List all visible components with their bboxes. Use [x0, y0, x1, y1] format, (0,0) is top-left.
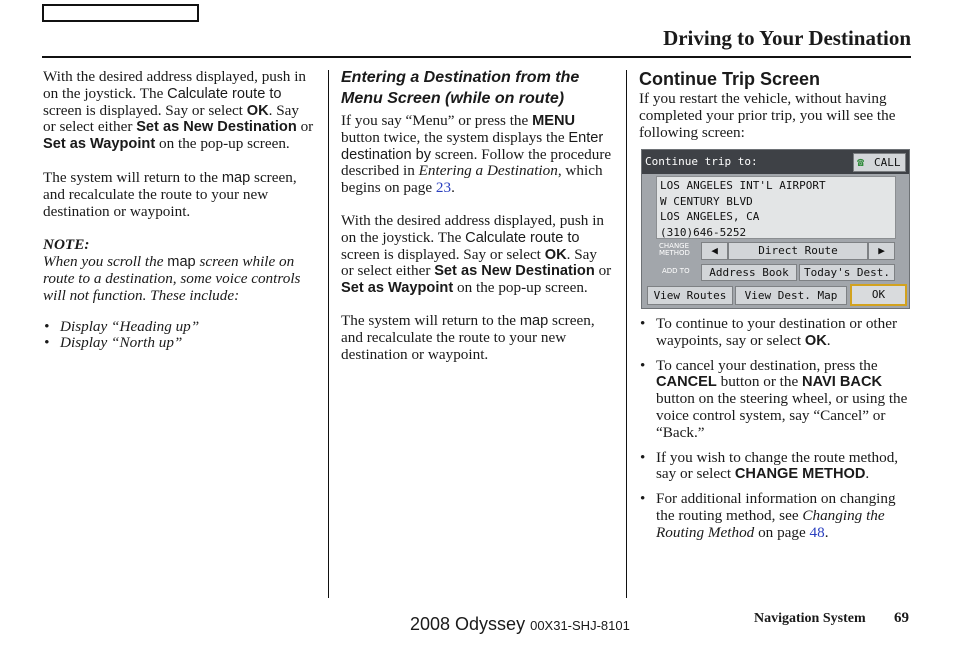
page-title: Driving to Your Destination: [663, 26, 911, 50]
ui-text: Calculate route to: [465, 229, 580, 246]
view-dest-map-button[interactable]: View Dest. Map: [735, 286, 847, 305]
call-label: CALL: [874, 156, 901, 169]
text-run: on page: [754, 523, 810, 541]
column-3: [639, 69, 911, 141]
header-rule: [42, 56, 911, 58]
column-2: [341, 69, 613, 363]
ui-bold-text: Set as Waypoint: [341, 280, 454, 297]
address-line: (310)646-5252: [660, 225, 747, 239]
continue-trip-screen-image: [641, 149, 910, 309]
text-run: The system will return to the: [341, 311, 520, 329]
ui-bold-text: MENU: [532, 113, 576, 129]
text-run: To continue to your destination or other waypoints, say or select: [656, 315, 898, 349]
italic-text: When you scroll the: [43, 253, 168, 271]
col2-paragraph-3: [341, 313, 613, 363]
text-run: on the pop-up screen.: [453, 279, 588, 297]
footer-code: 00X31-SHJ-8101: [530, 618, 630, 633]
text-run: .: [824, 523, 829, 541]
ui-bold-text: Set as New Destination: [136, 119, 297, 136]
address-line: W CENTURY BLVD: [660, 194, 753, 208]
add-to-label: ADD TO: [662, 267, 690, 275]
text-run: . Say or select either: [341, 245, 597, 280]
address-book-button[interactable]: Address Book: [701, 264, 797, 281]
text-run: button on the steering wheel, or using the voice control system, say “Cancel” or “Back.”: [656, 390, 908, 441]
text-run: .: [826, 331, 831, 349]
change-method-label: CHANGE METHOD: [659, 242, 690, 257]
text-run: . Say or select either: [43, 101, 299, 136]
col2-paragraph-1: [341, 113, 613, 197]
ui-text: map: [167, 254, 196, 271]
page-link[interactable]: 48: [809, 523, 825, 541]
text-run: With the desired address displayed, push in on the joystick. The: [341, 211, 605, 246]
footer-section: Navigation System: [754, 611, 866, 626]
ui-bold-text: OK: [544, 246, 567, 263]
route-next-button[interactable]: ▶: [868, 242, 895, 260]
text-run: .: [865, 465, 870, 483]
destination-address-box: [656, 176, 896, 239]
address-line: LOS ANGELES INT'L AIRPORT: [660, 179, 826, 192]
list-item: [639, 358, 911, 442]
text-run: To cancel your destination, press the: [656, 356, 878, 374]
ui-bold-text: Set as Waypoint: [43, 136, 156, 153]
ui-bold-text: OK: [246, 102, 269, 119]
text-run: button twice, the system displays the: [341, 128, 569, 146]
route-prev-button[interactable]: ◀: [701, 242, 728, 260]
ui-bold-text: CANCEL: [656, 374, 717, 391]
ui-bold-text: CHANGE METHOD: [734, 466, 866, 483]
list-item: [639, 316, 911, 350]
list-item: [639, 491, 911, 541]
text-run: or: [594, 262, 612, 280]
text-run: screen, and recalculate the route to your new destination or waypoint.: [43, 168, 297, 220]
italic-text: screen while on route to a destination, some voice controls will not function. These include:: [43, 253, 301, 304]
text-run: screen. Follow the procedure described in: [341, 145, 612, 180]
phone-icon: ☎: [857, 155, 865, 169]
col3-intro: If you restart the vehicle, without having completed your prior trip, you will see the following screen:: [639, 90, 896, 141]
list-item: • Display “Heading up”: [43, 319, 315, 336]
page-number: 69: [894, 610, 909, 626]
col1-paragraph-1: [43, 69, 315, 153]
text-run: on the pop-up screen.: [155, 135, 290, 153]
text-run: , which begins on page: [341, 162, 603, 197]
text-run: .: [451, 179, 455, 197]
text-run: screen is displayed. Say or select: [341, 245, 545, 263]
ui-text: map: [221, 169, 251, 186]
ui-text: map: [519, 312, 549, 329]
text-run: With the desired address displayed, push in on the joystick. The: [43, 68, 307, 102]
ui-bold-text: NAVI BACK: [802, 374, 883, 391]
continue-trip-bullets: [639, 316, 911, 542]
text-run: If you say “Menu” or press the: [341, 112, 533, 129]
ui-text: Calculate route to: [167, 85, 282, 102]
view-routes-button[interactable]: View Routes: [647, 286, 733, 305]
address-line: LOS ANGELES, CA: [660, 210, 760, 224]
call-button[interactable]: [853, 153, 906, 172]
list-item: [639, 450, 911, 484]
todays-dest-button[interactable]: Today's Dest.: [799, 264, 895, 281]
list-item: • Display “North up”: [43, 335, 315, 352]
note-label: NOTE:: [43, 236, 90, 254]
ui-bold-text: OK: [804, 332, 827, 349]
text-run: The system will return to the: [43, 168, 222, 186]
section-heading-menu: Entering a Destination from the Menu Screen (while on route): [341, 69, 580, 107]
ui-bold-text: Set as New Destination: [434, 263, 595, 280]
italic-text: Changing the Routing Method: [656, 506, 885, 541]
ok-button[interactable]: OK: [850, 284, 907, 306]
col1-paragraph-2: [43, 170, 315, 220]
italic-text: Entering a Destination: [418, 162, 558, 180]
route-method-button[interactable]: Direct Route: [728, 242, 868, 260]
note-text: [43, 254, 315, 304]
page-link[interactable]: 23: [435, 179, 452, 197]
text-run: If you wish to change the route method, say or select: [656, 448, 899, 483]
text-run: screen is displayed. Say or select: [43, 101, 247, 119]
text-run: button or the: [716, 373, 803, 391]
col2-paragraph-2: [341, 213, 613, 297]
text-run: For additional information on changing the routing method, see: [656, 490, 896, 524]
footer-model-name: 2008 Odyssey: [410, 614, 526, 634]
note-bullet-list: [43, 319, 315, 353]
section-heading-continue-trip: Continue Trip Screen: [639, 69, 821, 89]
column-1: [43, 69, 315, 352]
text-run: or: [296, 118, 314, 136]
screen-title: Continue trip to:: [645, 155, 758, 168]
text-run: screen, and recalculate the route to your new destination or waypoint.: [341, 311, 595, 363]
footer-model: [410, 614, 630, 635]
column-divider-1: [328, 70, 329, 598]
header-tab-box: [42, 4, 199, 22]
ui-text: Enter destination by: [341, 129, 604, 163]
column-divider-2: [626, 70, 627, 598]
